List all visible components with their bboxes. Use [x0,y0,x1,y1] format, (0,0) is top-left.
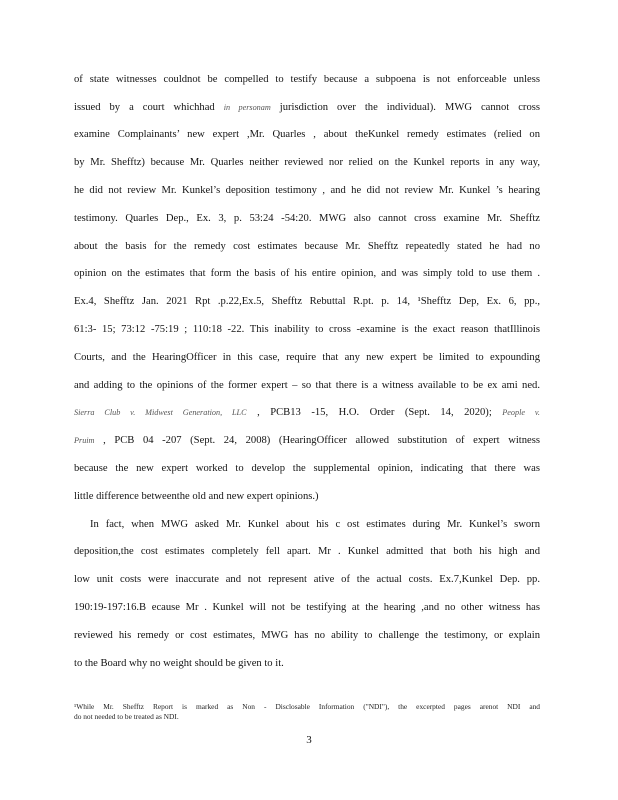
body-line: because the new expert worked to develop the supplemental opinion, indicating that there was [74,463,540,474]
body-line: 190:19-197:16.B ecause Mr . Kunkel will not be testifying at the hearing ,and no other witness has [74,602,540,613]
body-text: , PCB 04 -207 (Sept. 24, 2008) (HearingOfficer allowed substitution of expert witness [103,435,540,446]
body-line: reviewed his remedy or cost estimates, MWG has no ability to challenge the testimony, or explain [74,630,540,641]
body-text: issued by a court whichhad [74,102,215,113]
body-line: 61:3- 15; 73:12 -75:19 ; 110:18 -22. This inability to cross -examine is the exact reason thatIllinois [74,324,540,335]
body-line: of state witnesses couldnot be compelled to testify because a subpoena is not enforceable unless [74,74,540,85]
body-line: he did not review Mr. Kunkel’s deposition testimony , and he did not review Mr. Kunkel ’s hearing [74,185,540,196]
paragraph-first-line: In fact, when MWG asked Mr. Kunkel about his c ost estimates during Mr. Kunkel’s sworn [90,519,540,530]
body-line: Ex.4, Shefftz Jan. 2021 Rpt .p.22,Ex.5, Shefftz Rebuttal R.pt. p. 14, ¹Shefftz Dep, Ex. 6, pp., [74,296,540,307]
body-line [74,100,540,116]
case-citation: Pruim [74,436,95,445]
body-line: low unit costs were inaccurate and not represent ative of the actual costs. Ex.7,Kunkel Dep. pp. [74,574,540,585]
body-line: to the Board why no weight should be given to it. [74,658,284,669]
case-citation: People v. [502,408,540,417]
body-line: Courts, and the HearingOfficer in this case, require that any new expert be limited to expounding [74,352,540,363]
body-line [74,405,540,421]
body-line: by Mr. Shefftz) because Mr. Quarles neither reviewed nor relied on the Kunkel reports in any way, [74,157,540,168]
case-citation: Sierra Club v. Midwest Generation, LLC [74,408,247,417]
body-line [74,433,540,449]
body-line: opinion on the estimates that form the basis of his entire opinion, and was simply told to use them . [74,268,540,279]
body-line: and adding to the opinions of the former expert – so that there is a witness available to be ex ami ned. [74,380,540,391]
body-line: testimony. Quarles Dep., Ex. 3, p. 53:24 -54:20. MWG also cannot cross examine Mr. Shefftz [74,213,540,224]
body-line: little difference betweenthe old and new expert opinions.) [74,491,319,502]
footnote-line: do not needed to be treated as NDI. [74,712,179,721]
body-line: deposition,the cost estimates completely fell apart. Mr . Kunkel admitted that both his high and [74,546,540,557]
body-text: , PCB13 -15, H.O. Order (Sept. 14, 2020); [257,407,492,418]
body-text: jurisdiction over the individual). MWG cannot cross [279,102,540,113]
italic-term: in personam [223,103,271,112]
body-line: examine Complainants’ new expert ,Mr. Quarles , about theKunkel remedy estimates (relied on [74,129,540,140]
footnote-line: ¹While Mr. Shefftz Report is marked as Non - Disclosable Information ("NDI"), the excerpted pages arenot NDI and [74,702,540,711]
page-number: 3 [306,734,312,746]
body-line: about the basis for the remedy cost estimates because Mr. Shefftz repeatedly stated he had no [74,241,540,252]
